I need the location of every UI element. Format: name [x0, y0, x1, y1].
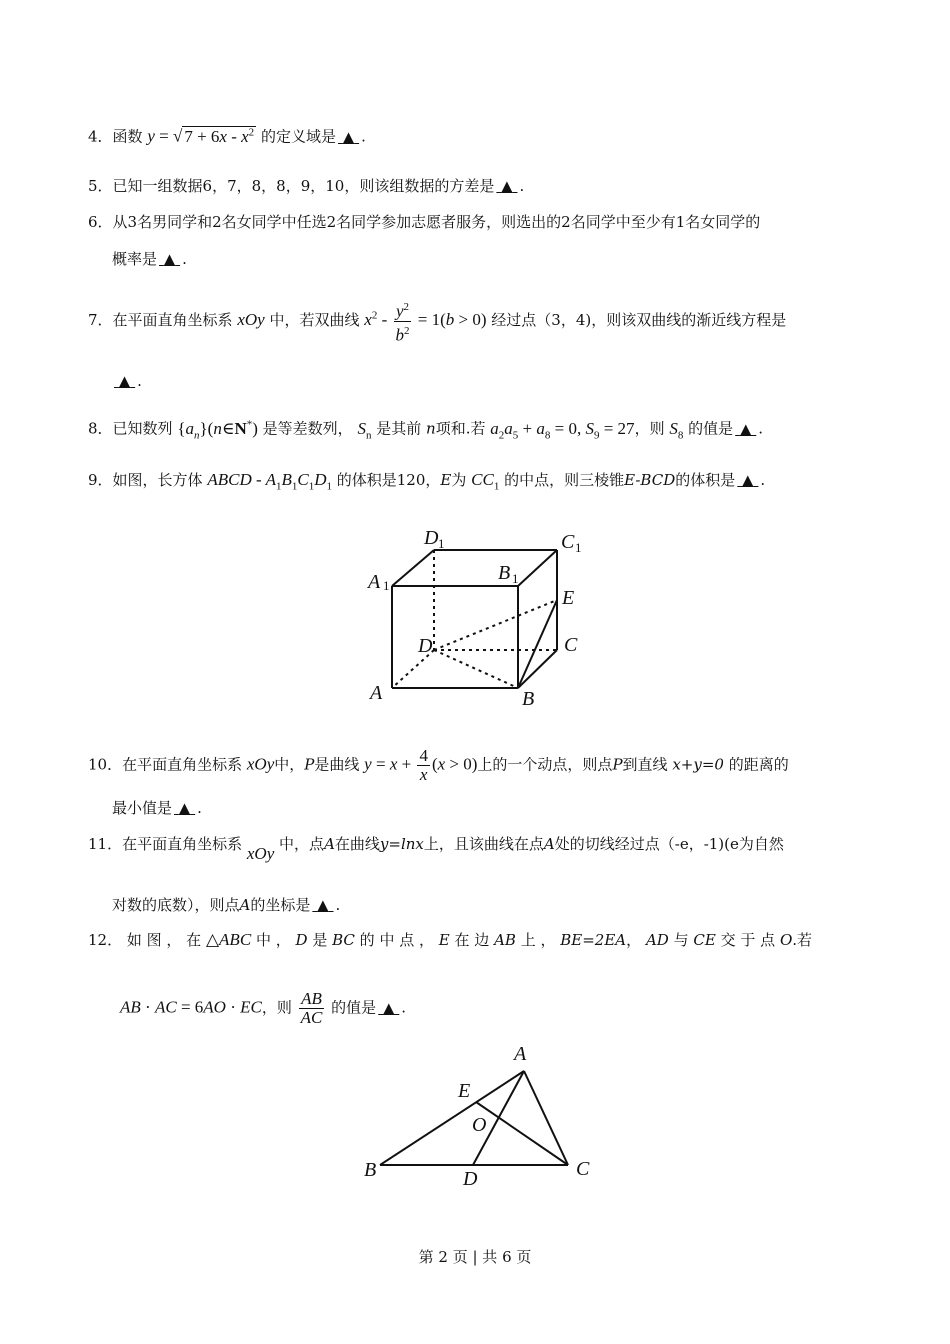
q10-xoy: xOy: [246, 754, 275, 774]
label-a: A: [370, 682, 383, 704]
q10-post2: 到直线: [622, 755, 668, 774]
q10-answer-blank[interactable]: ▲: [178, 799, 191, 817]
label-c1: C: [561, 531, 575, 553]
q8-mid3: 项和.若: [435, 419, 486, 438]
q9-ebcd: E-BCD: [624, 471, 676, 489]
q7-fraction: $\frac{y^2}{b^2}$: [394, 298, 412, 344]
q7-answer-blank[interactable]: ▲: [118, 372, 131, 390]
q12-mid: 中 ，: [255, 931, 291, 949]
question-5: 5．已知一组数据6，7，8，8，9，10，则该组数据的方差是 ▲ .: [88, 177, 525, 195]
label-c1-sub: 1: [575, 540, 582, 555]
q8-condition: $a_2a_5 + a_8 = 0$, $S_9 = 27$: [490, 418, 635, 442]
q12-answer-blank[interactable]: ▲: [382, 998, 395, 1017]
q12-ce: CE: [693, 931, 716, 949]
q8-mid2: 是其前: [376, 419, 422, 438]
q12-be: BE=2EA: [560, 931, 627, 949]
side-ab: [380, 1071, 524, 1165]
segment-be: [518, 600, 557, 688]
q6-cont: 概率是: [112, 250, 158, 268]
q8-post: ，则: [634, 419, 665, 438]
q7-pre: 在平面直角坐标系: [112, 311, 233, 330]
q11-cont2: 的坐标是: [250, 896, 311, 914]
question-7: 7．在平面直角坐标系 xOy 中，若双曲线 $x^2$ - $\frac{y^2}{b^2}$ = 1(b > 0) 经过点（3，4)，则该双曲线的渐近线方程是: [88, 298, 786, 344]
q8-pre: 已知数列: [112, 419, 173, 438]
cuboid-figure: [362, 522, 592, 712]
tri-label-d: D: [463, 1168, 478, 1190]
q12-mid7: 与: [673, 931, 689, 949]
q11-mid: 中，点: [279, 835, 325, 853]
question-4: 4．函数 y = √ $7 + 6x - x^2$ 的定义域是 ▲ .: [88, 126, 366, 146]
tri-label-o: O: [472, 1114, 487, 1136]
label-a1: A: [368, 571, 381, 593]
q11-post: 上，且该曲线在点: [423, 835, 544, 853]
q10-line: x+y=0: [672, 755, 724, 774]
label-d: D: [418, 635, 433, 657]
q12-o: O: [779, 930, 793, 949]
q5-number: 5．: [88, 177, 113, 195]
question-6-continued: 概率是 ▲ .: [112, 250, 187, 268]
q10-cont: 最小值是: [112, 799, 173, 817]
q11-post2: 处的切线经过点（-e，-1)(e为自然: [554, 835, 784, 853]
question-10-continued: 最小值是 ▲ .: [112, 799, 202, 817]
q8-answer-blank[interactable]: ▲: [739, 419, 752, 438]
q11-a2: A: [543, 835, 555, 853]
tri-label-c: C: [576, 1158, 590, 1180]
segment-db: [434, 650, 518, 688]
tri-label-a: A: [514, 1043, 527, 1065]
edge-a1d1: [392, 550, 434, 586]
q7-number: 7．: [88, 311, 113, 330]
label-e: E: [562, 587, 575, 609]
q8-mid: 是等差数列，: [262, 419, 353, 438]
q11-curve: y=lnx: [379, 835, 424, 853]
q11-a3: A: [239, 896, 251, 914]
q10-post: 上的一个动点，则点: [477, 755, 613, 774]
q10-pre: 在平面直角坐标系: [122, 755, 243, 774]
question-11: [88, 834, 784, 863]
q8-n: n: [426, 419, 436, 438]
question-8: 8．已知数列 $\{a_n\}(n\in N^*)$ 是等差数列， $S_n$ 是其前 n项和.若 $a_2a_5 + a_8 = 0$, $S_9 = 27$，则 $S_8$ 的值是 ▲ .: [88, 418, 764, 442]
label-b: B: [522, 688, 535, 710]
q9-box: ABCD - $A_1B_1C_1D_1$: [207, 470, 332, 493]
q12-ab: AB: [494, 931, 516, 949]
q9-answer-blank[interactable]: ▲: [742, 471, 754, 489]
q12-triangle: △ABC: [205, 930, 252, 949]
q12-mid2: 是: [312, 931, 328, 949]
q8-post2: 的值是: [688, 419, 734, 438]
q11-pre: 在平面直角坐标系: [122, 835, 243, 853]
q8-seq: $\{a_n\}(n\in N^*)$: [177, 418, 258, 442]
q12-mid8: 交 于 点: [720, 931, 776, 949]
q12-number: 12．: [88, 931, 123, 949]
q9-pre: 如图，长方体: [112, 471, 203, 489]
q9-e: E: [440, 471, 452, 489]
q9-mid: 的体积是120，: [336, 471, 441, 489]
q12-bc: BC: [332, 931, 355, 949]
q9-cc1: $CC_1$: [471, 470, 500, 493]
label-c: C: [564, 634, 578, 656]
q12-pre: 如 图 ， 在: [126, 931, 202, 949]
q9-post: 的中点，则三棱锥: [504, 471, 625, 489]
q4-radicand: $7 + 6x - x^2$: [184, 126, 255, 146]
q6-number: 6．: [88, 213, 113, 231]
q5-answer-blank[interactable]: ▲: [501, 177, 513, 195]
q10-p2: P: [612, 755, 623, 774]
q8-number: 8．: [88, 419, 113, 438]
tri-label-b: B: [364, 1159, 377, 1181]
q11-mid2: 在曲线: [334, 835, 380, 853]
question-7-continued: ▲ .: [112, 371, 142, 391]
q9-post2: 的体积是: [675, 471, 736, 489]
q11-answer-blank[interactable]: ▲: [317, 896, 329, 914]
q4-post: 的定义域是: [260, 127, 336, 146]
q4-answer-blank[interactable]: ▲: [342, 127, 355, 146]
question-12-continued: AB · AC = 6AO · EC，则 $\frac{AB}{AC}$ 的值是 ▲ .: [120, 989, 407, 1027]
edge-b1c1: [518, 550, 557, 586]
label-a1-sub: 1: [383, 578, 390, 593]
q10-fraction: $\frac{4}{x}$: [419, 746, 428, 784]
q12-fraction: $\frac{AB}{AC}$: [300, 989, 323, 1027]
label-d1-sub: 1: [438, 536, 445, 551]
q11-cont: 对数的底数），则点: [112, 896, 240, 914]
tri-label-e: E: [458, 1080, 471, 1102]
q12-end: .若: [792, 931, 812, 949]
q10-mid: 中，: [274, 755, 305, 774]
q4-pre: 函数: [112, 127, 143, 146]
q11-xoy: xOy: [246, 844, 275, 863]
q10-mid2: 是曲线: [314, 755, 360, 774]
question-11-continued: 对数的底数），则点A的坐标是 ▲ .: [112, 896, 341, 914]
q7-post: 经过点（3，4)，则该双曲线的渐近线方程是: [491, 311, 787, 330]
q9-number: 9．: [88, 471, 113, 489]
q11-a: A: [324, 835, 335, 853]
q10-number: 10．: [88, 755, 123, 774]
q8-s8: $S_8$: [669, 418, 684, 442]
question-6: [88, 212, 760, 232]
question-9: 9．如图，长方体 ABCD - $A_1B_1C_1D_1$ 的体积是120，E为 $CC_1$ 的中点，则三棱锥E-BCD的体积是 ▲ .: [88, 470, 766, 493]
label-d1: D: [424, 527, 439, 549]
q12-mid5: 上 ，: [520, 931, 556, 949]
q12-mid3: 的 中 点 ，: [359, 931, 434, 949]
question-10: 10．在平面直角坐标系 xOy中，P是曲线 y = x + $\frac{4}{x}$ (x > 0)上的一个动点，则点P到直线 x+y=0 的距离的: [88, 746, 789, 784]
label-b1-sub: 1: [512, 571, 519, 586]
q10-curve: y: [364, 754, 372, 774]
q12-vector-eq: AB: [120, 997, 141, 1017]
q12-cont-post: ，则: [261, 998, 292, 1017]
q12-ad: AD: [645, 931, 669, 949]
q8-sn: $S_n$: [357, 418, 372, 442]
q12-cont-post2: 的值是: [331, 998, 377, 1017]
q10-post3: 的距离的: [728, 755, 789, 774]
q12-mid4: 在 边: [454, 931, 490, 949]
q12-mid6: ，: [626, 931, 642, 949]
q6-answer-blank[interactable]: ▲: [163, 250, 176, 268]
q4-formula: y: [147, 126, 155, 146]
q10-p: P: [304, 755, 315, 774]
q7-mid: 中，若双曲线: [269, 311, 360, 330]
page-footer: 第 2 页 | 共 6 页: [418, 1248, 532, 1266]
q12-e: E: [438, 931, 450, 949]
triangle-figure: [360, 1040, 600, 1190]
edge-cb: [518, 650, 557, 688]
q5-text: 已知一组数据6，7，8，8，9，10，则该组数据的方差是: [112, 177, 495, 195]
q7-hyperbola: $x^2$: [364, 309, 378, 330]
label-b1: B: [498, 562, 511, 584]
q7-xoy: xOy: [237, 310, 265, 330]
q12-d: D: [295, 931, 308, 949]
q6-text: 从3名男同学和2名女同学中任选2名同学参加志愿者服务，则选出的2名同学中至少有1名女同学的: [112, 213, 761, 231]
question-12: [88, 930, 812, 950]
q9-mid2: 为: [451, 471, 467, 489]
q4-number: 4．: [88, 127, 113, 146]
q11-number: 11．: [88, 835, 123, 853]
